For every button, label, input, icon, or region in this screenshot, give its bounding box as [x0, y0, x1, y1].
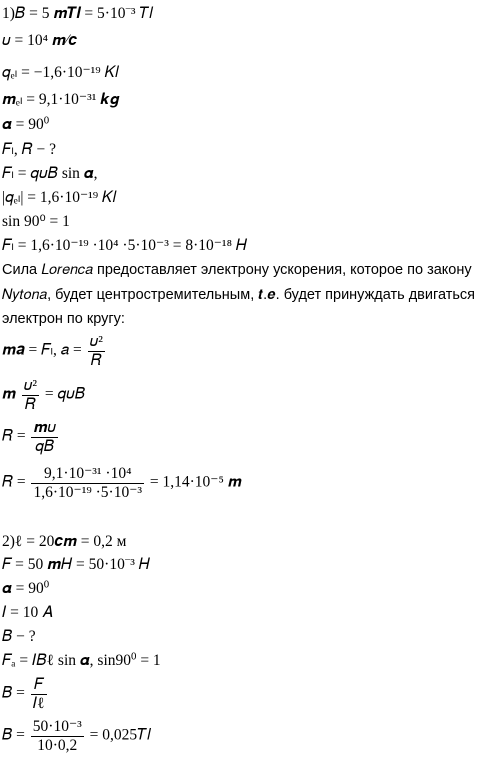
fraction: [31, 466, 144, 500]
eq-text: 𝐵 =: [2, 726, 25, 744]
denominator: 𝑞𝐵: [35, 437, 55, 455]
p2-equation-B: [2, 677, 49, 711]
eq-text: = 𝑞𝜐𝐵: [44, 385, 86, 403]
p1-equation-radius: [2, 420, 60, 454]
p1-lorentz-result: 𝐹ₗ = 1,6·10⁻¹⁹ ·10⁴ ·5·10⁻³ = 8·10⁻¹⁸ 𝐻: [2, 237, 248, 254]
p1-unknowns: 𝐹ₗ, 𝑅 − ?: [2, 141, 56, 158]
eq-text: 𝑅 =: [2, 473, 26, 491]
numerator: 𝐹: [31, 677, 47, 695]
fraction: [88, 334, 105, 368]
p2-unknown: 𝐵 − ?: [2, 628, 36, 645]
fraction: [31, 420, 58, 454]
denominator: 1,6·10⁻¹⁹ ·5·10⁻³: [33, 483, 143, 501]
numerator: 9,1·10⁻³¹ ·10⁴: [31, 466, 144, 484]
p1-given-v: 𝜐 = 10⁴ 𝒎⁄𝒄: [2, 32, 78, 49]
p1-explanation-line-1: Сила 𝐿𝑜𝑟𝑒𝑛𝑐𝑎 предоставляет электрону ускорения, которое по закону: [2, 262, 472, 278]
fraction: [31, 677, 47, 711]
fraction: [31, 719, 84, 753]
denominator: 𝐼ℓ: [32, 694, 45, 712]
numerator: 50·10⁻³: [32, 718, 82, 735]
eq-text: 𝒎: [2, 385, 16, 403]
p2-given-alpha: 𝜶 = 90⁰: [2, 580, 50, 597]
denominator: 𝑅: [90, 351, 102, 369]
p1-abs-q: |𝑞ₑₗ| = 1,6·10⁻¹⁹ 𝐾𝑙: [2, 189, 117, 206]
eq-text: 𝒎𝒂 = 𝐹ₗ, 𝑎 =: [2, 341, 82, 359]
eq-text: 𝐵 =: [2, 684, 25, 702]
p1-given-alpha: 𝜶 = 90⁰: [2, 116, 50, 133]
eq-text: = 0,025𝑇𝑙: [89, 726, 151, 744]
p1-sin: sin 90⁰ = 1: [2, 213, 70, 230]
p1-given-B: 1)𝐵 = 5 𝒎𝑻𝒍 = 5·10⁻³ 𝑇𝑙: [2, 5, 154, 22]
p1-given-m: 𝒎ₑₗ = 9,1·10⁻³¹ 𝒌𝒈: [2, 91, 120, 108]
denominator: 𝑅: [24, 395, 36, 413]
p1-explanation-line-2: 𝑁𝑦𝑡𝑜𝑛𝑎, будет центростремительным, 𝒕.𝒆. будет принуждать двигаться: [2, 287, 476, 303]
p2-ampere-formula: 𝐹ₐ = 𝐼𝐵ℓ sin 𝜶, sin90⁰ = 1: [2, 652, 161, 669]
fraction: [22, 378, 39, 412]
p2-given-force: 𝐹 = 50 𝒎𝐻 = 50·10⁻³ 𝐻: [2, 556, 150, 573]
p1-equation-newton: [2, 334, 107, 368]
numerator: 𝒎𝜐: [33, 419, 56, 436]
p1-equation-radius-result: [2, 466, 242, 500]
p2-given-current: 𝐼 = 10 𝐴: [2, 604, 53, 621]
numerator: 𝜐²: [23, 377, 38, 394]
p2-given-length: 2)ℓ = 20𝒄𝒎 = 0,2 м: [2, 533, 127, 550]
p1-explanation-line-3: электрон по кругу:: [2, 311, 125, 327]
p1-equation-force-balance: [2, 378, 85, 412]
eq-text: 𝑅 =: [2, 427, 26, 445]
numerator: 𝜐²: [89, 333, 103, 350]
eq-text: = 1,14·10⁻⁵ 𝒎: [149, 473, 242, 491]
denominator: 10·0,2: [37, 736, 78, 754]
p2-equation-B-result: [2, 719, 151, 753]
p1-lorentz-formula: 𝐹ₗ = 𝑞𝜐𝐵 sin 𝜶,: [2, 165, 98, 182]
p1-given-q: 𝑞ₑₗ = −1,6·10⁻¹⁹ 𝐾𝑙: [2, 64, 120, 81]
